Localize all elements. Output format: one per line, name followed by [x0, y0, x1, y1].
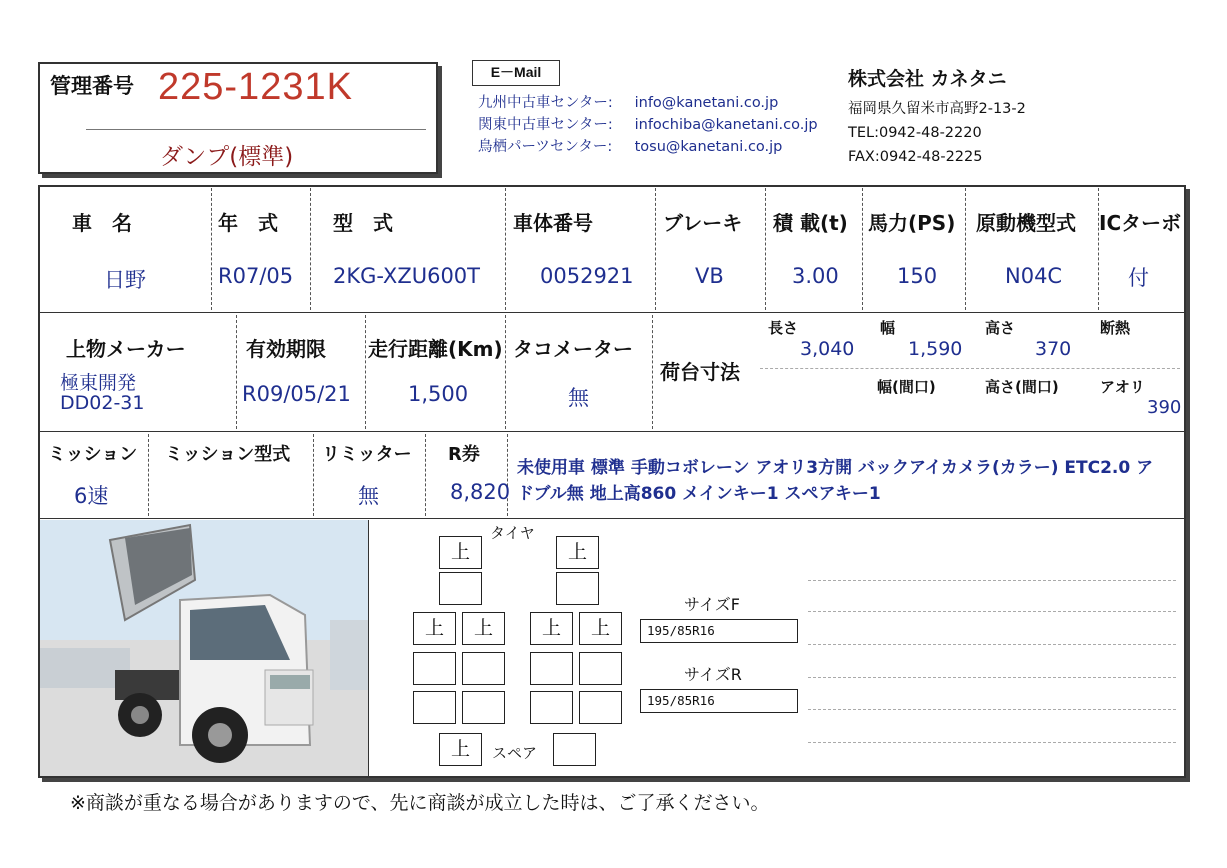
header-horsepower: 馬力(PS)	[868, 211, 956, 235]
tire-slot	[530, 691, 573, 724]
tire-front-left: 上	[439, 536, 482, 569]
width-label: 幅	[880, 319, 896, 337]
center-name: 鳥栖パーツセンター:	[478, 139, 613, 155]
email-row	[478, 114, 818, 136]
header-chassis: 車体番号	[513, 211, 593, 235]
header-car-name: 車 名	[72, 211, 132, 235]
header-mission-model: ミッション型式	[165, 444, 291, 465]
header-ic-turbo: ICターボ	[1099, 211, 1182, 235]
email-row	[478, 92, 818, 114]
size-f-label: サイズF	[684, 595, 740, 614]
note-line	[808, 580, 1176, 581]
value-year: R07/05	[218, 264, 294, 288]
tire-slot	[556, 572, 599, 605]
value-tachometer: 無	[568, 386, 589, 410]
value-mileage: 1,500	[408, 382, 469, 406]
value-mission: 6速	[74, 484, 109, 508]
tire-title: タイヤ	[490, 524, 535, 542]
value-model: 2KG-XZU600T	[333, 264, 480, 288]
header-year: 年 式	[218, 211, 278, 235]
cargo-dimensions-label: 荷台寸法	[660, 360, 740, 384]
dim-divider	[760, 368, 1180, 369]
note-line	[808, 709, 1176, 710]
email-list	[478, 92, 818, 158]
tire-rear-left-inner: 上	[462, 612, 505, 645]
header-tachometer: タコメーター	[513, 337, 633, 361]
tire-slot	[530, 652, 573, 685]
tire-spare: 上	[439, 733, 482, 766]
truck-image	[40, 520, 369, 776]
header-r-ticket: R券	[448, 444, 480, 465]
header-expiry: 有効期限	[246, 337, 326, 361]
email-link[interactable]: info@kanetani.co.jp	[634, 95, 779, 111]
value-car-name: 日野	[104, 268, 146, 292]
tire-slot	[413, 691, 456, 724]
insulation-label: 断熱	[1100, 319, 1131, 337]
value-expiry: R09/05/21	[242, 382, 351, 406]
aori-label: アオリ	[1100, 378, 1145, 396]
tire-slot	[579, 652, 622, 685]
col-divider	[505, 188, 506, 310]
value-load: 3.00	[792, 264, 839, 288]
length-label: 長さ	[768, 319, 799, 337]
col-divider	[211, 188, 212, 310]
size-r-label: サイズR	[684, 665, 742, 684]
length-value: 3,040	[800, 338, 855, 360]
tire-rear-left-outer: 上	[413, 612, 456, 645]
header-mileage: 走行距離(Km)	[368, 337, 503, 361]
note-line	[808, 611, 1176, 612]
col-divider	[425, 434, 426, 516]
col-divider	[965, 188, 966, 310]
size-r-value: 195/85R16	[640, 689, 798, 713]
email-link[interactable]: infochiba@kanetani.co.jp	[634, 117, 818, 133]
value-chassis: 0052921	[540, 264, 634, 288]
management-label: 管理番号	[50, 74, 134, 98]
height-value: 370	[1035, 338, 1072, 360]
note-line	[808, 677, 1176, 678]
tire-front-right: 上	[556, 536, 599, 569]
value-limiter: 無	[358, 484, 379, 508]
truck-photo	[40, 520, 369, 776]
value-brake: VB	[695, 264, 724, 288]
col-divider	[862, 188, 863, 310]
email-link[interactable]: tosu@kanetani.co.jp	[634, 139, 783, 155]
size-f-value: 195/85R16	[640, 619, 798, 643]
row-separator	[40, 431, 1185, 432]
value-r-ticket: 8,820	[450, 480, 511, 504]
header-engine: 原動機型式	[976, 211, 1076, 235]
col-divider	[652, 315, 653, 429]
note-line	[808, 742, 1176, 743]
header-brake: ブレーキ	[663, 211, 743, 235]
col-divider	[655, 188, 656, 310]
vehicle-type: ダンプ(標準)	[160, 144, 294, 170]
header-limiter: リミッター	[322, 444, 412, 465]
aori-value: 390	[1147, 397, 1182, 418]
tire-slot	[413, 652, 456, 685]
remarks	[517, 455, 1157, 507]
header-load: 積 載(t)	[773, 211, 848, 235]
col-divider	[148, 434, 149, 516]
width-value: 1,590	[908, 338, 963, 360]
tire-slot	[462, 652, 505, 685]
divider	[86, 129, 426, 130]
company-info	[848, 64, 1026, 169]
tire-rear-right-outer: 上	[579, 612, 622, 645]
tire-rear-right-inner: 上	[530, 612, 573, 645]
value-ic-turbo: 付	[1128, 266, 1149, 290]
footer-note: ※商談が重なる場合がありますので、先に商談が成立した時は、ご了承ください。	[70, 792, 770, 814]
height-inner-label: 高さ(間口)	[985, 378, 1059, 396]
remarks-line: ドブル無 地上高860 メインキー1 スペアキー1	[517, 484, 881, 504]
tire-slot	[579, 691, 622, 724]
col-divider	[765, 188, 766, 310]
col-divider	[310, 188, 311, 310]
header-model: 型 式	[333, 211, 393, 235]
row-separator	[40, 518, 1185, 519]
col-divider	[505, 315, 506, 429]
company-name: 株式会社 カネタニ	[848, 68, 1007, 90]
col-divider	[236, 315, 237, 429]
company-tel: TEL:0942-48-2220	[848, 125, 982, 141]
spare-label: スペア	[492, 744, 538, 762]
company-address: 福岡県久留米市高野2-13-2	[848, 101, 1026, 117]
value-engine: N04C	[1005, 264, 1063, 288]
col-divider	[313, 434, 314, 516]
height-label: 高さ	[985, 319, 1016, 337]
remarks-line: 未使用車 標準 手動コボレーン アオリ3方開 バックアイカメラ(カラー) ETC2.0 ア	[517, 458, 1154, 478]
header-body-maker: 上物メーカー	[66, 337, 186, 361]
value-horsepower: 150	[897, 264, 938, 288]
row-separator	[40, 312, 1185, 313]
center-name: 九州中古車センター:	[478, 95, 613, 111]
email-title: E－Mail	[472, 60, 560, 86]
tire-slot	[462, 691, 505, 724]
center-name: 関東中古車センター:	[478, 117, 613, 133]
tire-slot	[439, 572, 482, 605]
width-inner-label: 幅(間口)	[877, 378, 936, 396]
management-number: 225-1231K	[158, 66, 353, 108]
header-mission: ミッション	[48, 444, 138, 465]
company-fax: FAX:0942-48-2225	[848, 149, 983, 165]
email-row	[478, 136, 818, 158]
value-body-model: DD02-31	[60, 392, 145, 414]
value-body-maker: 極東開発	[60, 372, 137, 394]
col-divider	[365, 315, 366, 429]
note-line	[808, 644, 1176, 645]
tire-slot	[553, 733, 596, 766]
